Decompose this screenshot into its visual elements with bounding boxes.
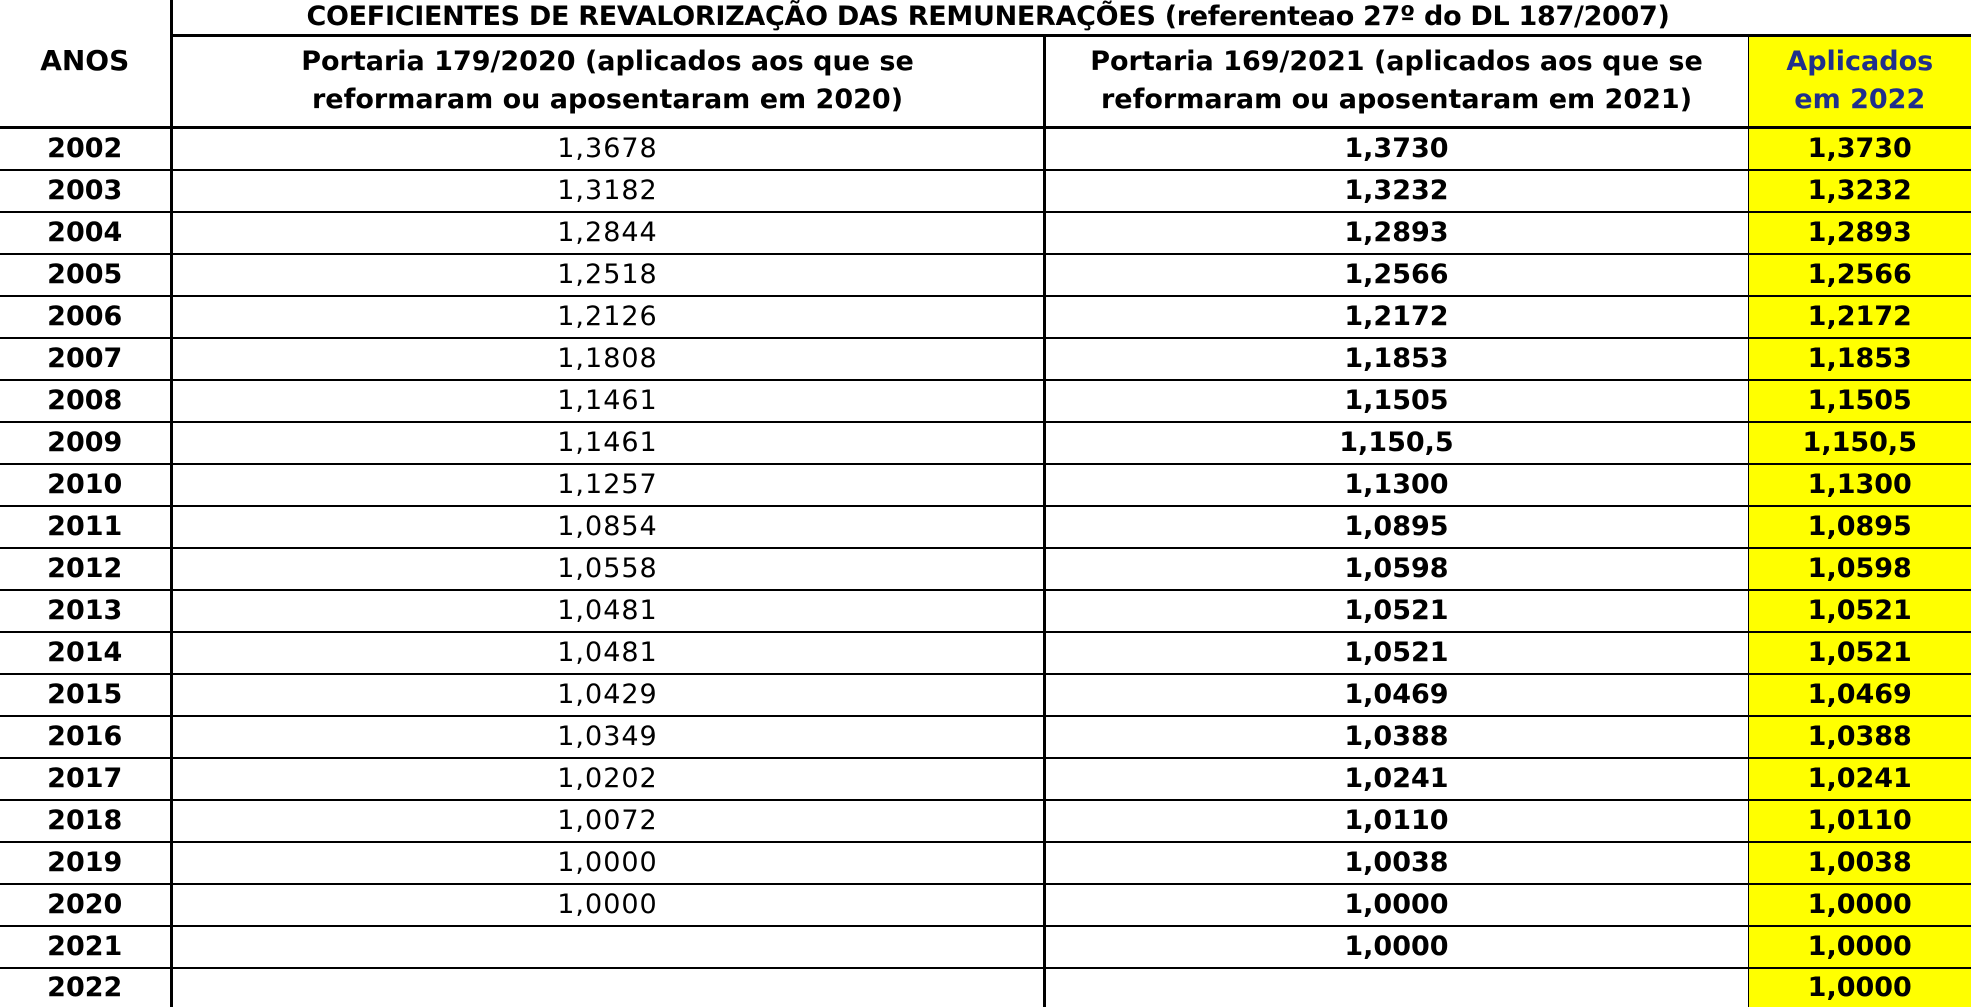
cell-portaria-2020: 1,0349 <box>171 716 1044 758</box>
cell-portaria-2021: 1,150,5 <box>1044 422 1748 464</box>
cell-ano: 2012 <box>0 548 171 590</box>
cell-ano: 2020 <box>0 884 171 926</box>
cell-ano: 2006 <box>0 296 171 338</box>
cell-ano: 2017 <box>0 758 171 800</box>
cell-portaria-2020: 1,0000 <box>171 842 1044 884</box>
cell-aplicados-2022: 1,0469 <box>1748 674 1971 716</box>
cell-portaria-2021: 1,0521 <box>1044 590 1748 632</box>
header-aplicados-2022 <box>1748 36 1971 128</box>
header-row <box>0 36 1971 128</box>
table-row <box>0 674 1971 716</box>
header-portaria-2021 <box>1044 36 1748 128</box>
cell-aplicados-2022: 1,0000 <box>1748 926 1971 968</box>
table-row <box>0 506 1971 548</box>
cell-portaria-2021: 1,2893 <box>1044 212 1748 254</box>
table-row <box>0 968 1971 1007</box>
cell-ano: 2013 <box>0 590 171 632</box>
table-row <box>0 842 1971 884</box>
cell-portaria-2020: 1,0429 <box>171 674 1044 716</box>
table-row <box>0 296 1971 338</box>
table-row <box>0 632 1971 674</box>
cell-aplicados-2022: 1,0110 <box>1748 800 1971 842</box>
cell-portaria-2021: 1,0000 <box>1044 926 1748 968</box>
cell-aplicados-2022: 1,3232 <box>1748 170 1971 212</box>
cell-aplicados-2022: 1,2172 <box>1748 296 1971 338</box>
cell-portaria-2020: 1,3182 <box>171 170 1044 212</box>
cell-portaria-2021: 1,1300 <box>1044 464 1748 506</box>
table-row <box>0 127 1971 170</box>
cell-ano: 2016 <box>0 716 171 758</box>
cell-aplicados-2022: 1,150,5 <box>1748 422 1971 464</box>
cell-ano: 2005 <box>0 254 171 296</box>
cell-portaria-2021: 1,0469 <box>1044 674 1748 716</box>
table-row <box>0 338 1971 380</box>
cell-ano: 2019 <box>0 842 171 884</box>
table-row <box>0 926 1971 968</box>
cell-portaria-2021 <box>1044 968 1748 1007</box>
table-row <box>0 422 1971 464</box>
table-row <box>0 800 1971 842</box>
cell-ano: 2008 <box>0 380 171 422</box>
cell-ano: 2015 <box>0 674 171 716</box>
header-anos: ANOS <box>0 36 171 128</box>
cell-portaria-2020: 1,0202 <box>171 758 1044 800</box>
cell-ano: 2018 <box>0 800 171 842</box>
cell-aplicados-2022: 1,0388 <box>1748 716 1971 758</box>
cell-portaria-2021: 1,0110 <box>1044 800 1748 842</box>
cell-portaria-2020: 1,1461 <box>171 380 1044 422</box>
header-aplicados-line1: Aplicados <box>1749 43 1971 81</box>
cell-portaria-2021: 1,3232 <box>1044 170 1748 212</box>
cell-portaria-2021: 1,0388 <box>1044 716 1748 758</box>
cell-portaria-2021: 1,2172 <box>1044 296 1748 338</box>
cell-aplicados-2022: 1,0241 <box>1748 758 1971 800</box>
table-title: COEFICIENTES DE REVALORIZAÇÃO DAS REMUNERAÇÕES (referenteao 27º do DL 187/2007) <box>307 0 1670 34</box>
cell-aplicados-2022: 1,3730 <box>1748 127 1971 170</box>
cell-aplicados-2022: 1,2893 <box>1748 212 1971 254</box>
corner-cell <box>0 0 171 36</box>
table-row <box>0 758 1971 800</box>
table-row <box>0 884 1971 926</box>
table-body <box>0 127 1971 1007</box>
header-portaria-2021-line2: reformaram ou aposentaram em 2021) <box>1046 81 1748 119</box>
cell-portaria-2020: 1,3678 <box>171 127 1044 170</box>
cell-ano: 2022 <box>0 968 171 1007</box>
cell-portaria-2020: 1,0072 <box>171 800 1044 842</box>
cell-portaria-2020: 1,2844 <box>171 212 1044 254</box>
table-row <box>0 380 1971 422</box>
cell-ano: 2011 <box>0 506 171 548</box>
table-row <box>0 254 1971 296</box>
table-title-cell <box>171 0 1971 36</box>
header-portaria-2020 <box>171 36 1044 128</box>
cell-portaria-2021: 1,0895 <box>1044 506 1748 548</box>
table-row <box>0 212 1971 254</box>
cell-portaria-2021: 1,0521 <box>1044 632 1748 674</box>
cell-aplicados-2022: 1,0000 <box>1748 884 1971 926</box>
header-aplicados-line2: em 2022 <box>1749 81 1971 119</box>
cell-portaria-2020: 1,1461 <box>171 422 1044 464</box>
cell-portaria-2020: 1,2518 <box>171 254 1044 296</box>
title-row <box>0 0 1971 36</box>
cell-portaria-2020 <box>171 926 1044 968</box>
header-portaria-2021-line1: Portaria 169/2021 (aplicados aos que se <box>1046 43 1748 81</box>
cell-portaria-2021: 1,3730 <box>1044 127 1748 170</box>
cell-ano: 2009 <box>0 422 171 464</box>
table-row <box>0 590 1971 632</box>
cell-ano: 2010 <box>0 464 171 506</box>
header-portaria-2020-line1: Portaria 179/2020 (aplicados aos que se <box>173 43 1043 81</box>
cell-aplicados-2022: 1,0598 <box>1748 548 1971 590</box>
cell-portaria-2021: 1,0598 <box>1044 548 1748 590</box>
table-row <box>0 716 1971 758</box>
cell-aplicados-2022: 1,0038 <box>1748 842 1971 884</box>
cell-aplicados-2022: 1,2566 <box>1748 254 1971 296</box>
cell-aplicados-2022: 1,1505 <box>1748 380 1971 422</box>
cell-ano: 2002 <box>0 127 171 170</box>
cell-portaria-2020: 1,0558 <box>171 548 1044 590</box>
cell-portaria-2021: 1,0038 <box>1044 842 1748 884</box>
cell-portaria-2021: 1,1853 <box>1044 338 1748 380</box>
cell-portaria-2021: 1,1505 <box>1044 380 1748 422</box>
cell-portaria-2020: 1,0481 <box>171 632 1044 674</box>
cell-portaria-2020: 1,1808 <box>171 338 1044 380</box>
cell-portaria-2021: 1,0000 <box>1044 884 1748 926</box>
cell-portaria-2020: 1,1257 <box>171 464 1044 506</box>
cell-portaria-2021: 1,0241 <box>1044 758 1748 800</box>
cell-portaria-2020: 1,0000 <box>171 884 1044 926</box>
cell-portaria-2020: 1,0481 <box>171 590 1044 632</box>
cell-aplicados-2022: 1,0895 <box>1748 506 1971 548</box>
cell-ano: 2003 <box>0 170 171 212</box>
cell-ano: 2021 <box>0 926 171 968</box>
cell-portaria-2020: 1,2126 <box>171 296 1044 338</box>
table-row <box>0 170 1971 212</box>
cell-ano: 2007 <box>0 338 171 380</box>
cell-aplicados-2022: 1,1853 <box>1748 338 1971 380</box>
header-portaria-2020-line2: reformaram ou aposentaram em 2020) <box>173 81 1043 119</box>
cell-aplicados-2022: 1,0521 <box>1748 632 1971 674</box>
cell-aplicados-2022: 1,0521 <box>1748 590 1971 632</box>
cell-portaria-2020: 1,0854 <box>171 506 1044 548</box>
table-row <box>0 464 1971 506</box>
cell-portaria-2021: 1,2566 <box>1044 254 1748 296</box>
cell-aplicados-2022: 1,0000 <box>1748 968 1971 1007</box>
table-row <box>0 548 1971 590</box>
cell-ano: 2004 <box>0 212 171 254</box>
cell-aplicados-2022: 1,1300 <box>1748 464 1971 506</box>
cell-ano: 2014 <box>0 632 171 674</box>
cell-portaria-2020 <box>171 968 1044 1007</box>
